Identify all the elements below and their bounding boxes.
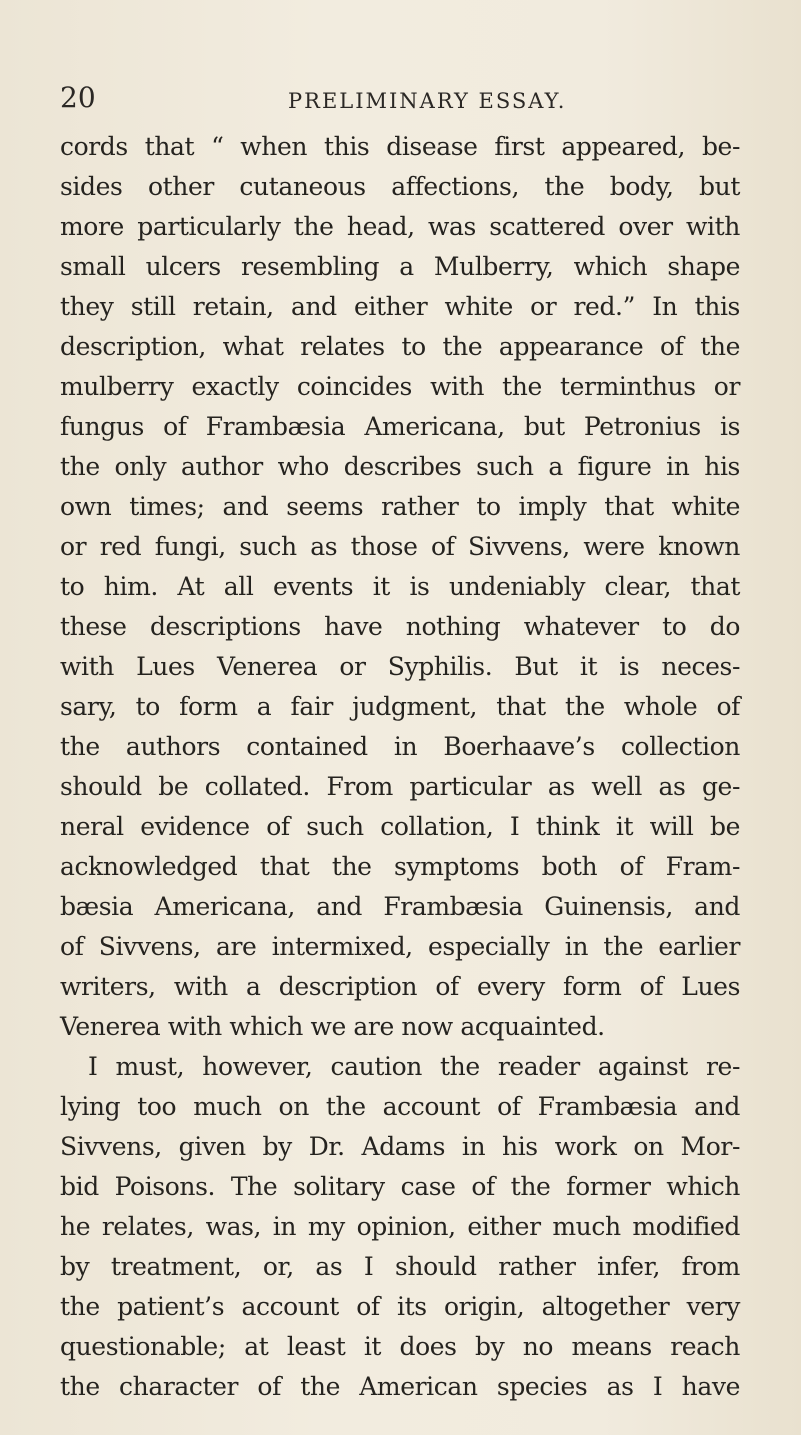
text-line: cords that “ when this disease first appeared, be- bbox=[60, 132, 740, 161]
text-line: Sivvens, given by Dr. Adams in his work on Mor- bbox=[60, 1132, 740, 1161]
text-line: the character of the American species as I have bbox=[60, 1372, 740, 1401]
text-line: bæsia Americana, and Frambæsia Guinensis, and bbox=[60, 892, 740, 921]
text-line: they still retain, and either white or red.” In this bbox=[60, 292, 740, 321]
text-line: acknowledged that the symptoms both of Fram- bbox=[60, 852, 740, 881]
text-line: sary, to form a fair judgment, that the whole of bbox=[60, 692, 740, 721]
text-line: own times; and seems rather to imply that white bbox=[60, 492, 740, 521]
text-line: these descriptions have nothing whatever to do bbox=[60, 612, 740, 641]
text-line: by treatment, or, as I should rather infer, from bbox=[60, 1252, 740, 1281]
text-line: of Sivvens, are intermixed, especially in the earlier bbox=[60, 932, 740, 961]
page-number: 20 bbox=[60, 81, 96, 114]
text-line: fungus of Frambæsia Americana, but Petronius is bbox=[60, 412, 740, 441]
text-line: lying too much on the account of Frambæsia and bbox=[60, 1092, 740, 1121]
text-line: or red fungi, such as those of Sivvens, were known bbox=[60, 532, 740, 561]
text-line: Venerea with which we are now acquainted. bbox=[60, 1012, 605, 1041]
text-line: he relates, was, in my opinion, either much modified bbox=[60, 1212, 740, 1241]
text-line: description, what relates to the appearance of the bbox=[60, 332, 740, 361]
text-line: the authors contained in Boerhaave’s collection bbox=[60, 732, 740, 761]
running-head: PRELIMINARY ESSAY. bbox=[288, 89, 567, 113]
text-line: more particularly the head, was scattered over with bbox=[60, 212, 740, 241]
text-line: bid Poisons. The solitary case of the former which bbox=[60, 1172, 740, 1201]
text-line: the patient’s account of its origin, altogether very bbox=[60, 1292, 740, 1321]
text-line: small ulcers resembling a Mulberry, which shape bbox=[60, 252, 740, 281]
text-line: the only author who describes such a figure in his bbox=[60, 452, 740, 481]
page-header bbox=[60, 78, 750, 118]
text-line: with Lues Venerea or Syphilis. But it is neces- bbox=[60, 652, 740, 681]
text-line: sides other cutaneous affections, the body, but bbox=[60, 172, 740, 201]
text-line: mulberry exactly coincides with the terminthus or bbox=[60, 372, 740, 401]
text-line: I must, however, caution the reader against re- bbox=[88, 1052, 740, 1081]
text-line: to him. At all events it is undeniably clear, that bbox=[60, 572, 740, 601]
text-line: should be collated. From particular as well as ge- bbox=[60, 772, 740, 801]
text-line: writers, with a description of every form of Lues bbox=[60, 972, 740, 1001]
text-line: questionable; at least it does by no means reach bbox=[60, 1332, 740, 1361]
text-line: neral evidence of such collation, I think it will be bbox=[60, 812, 740, 841]
